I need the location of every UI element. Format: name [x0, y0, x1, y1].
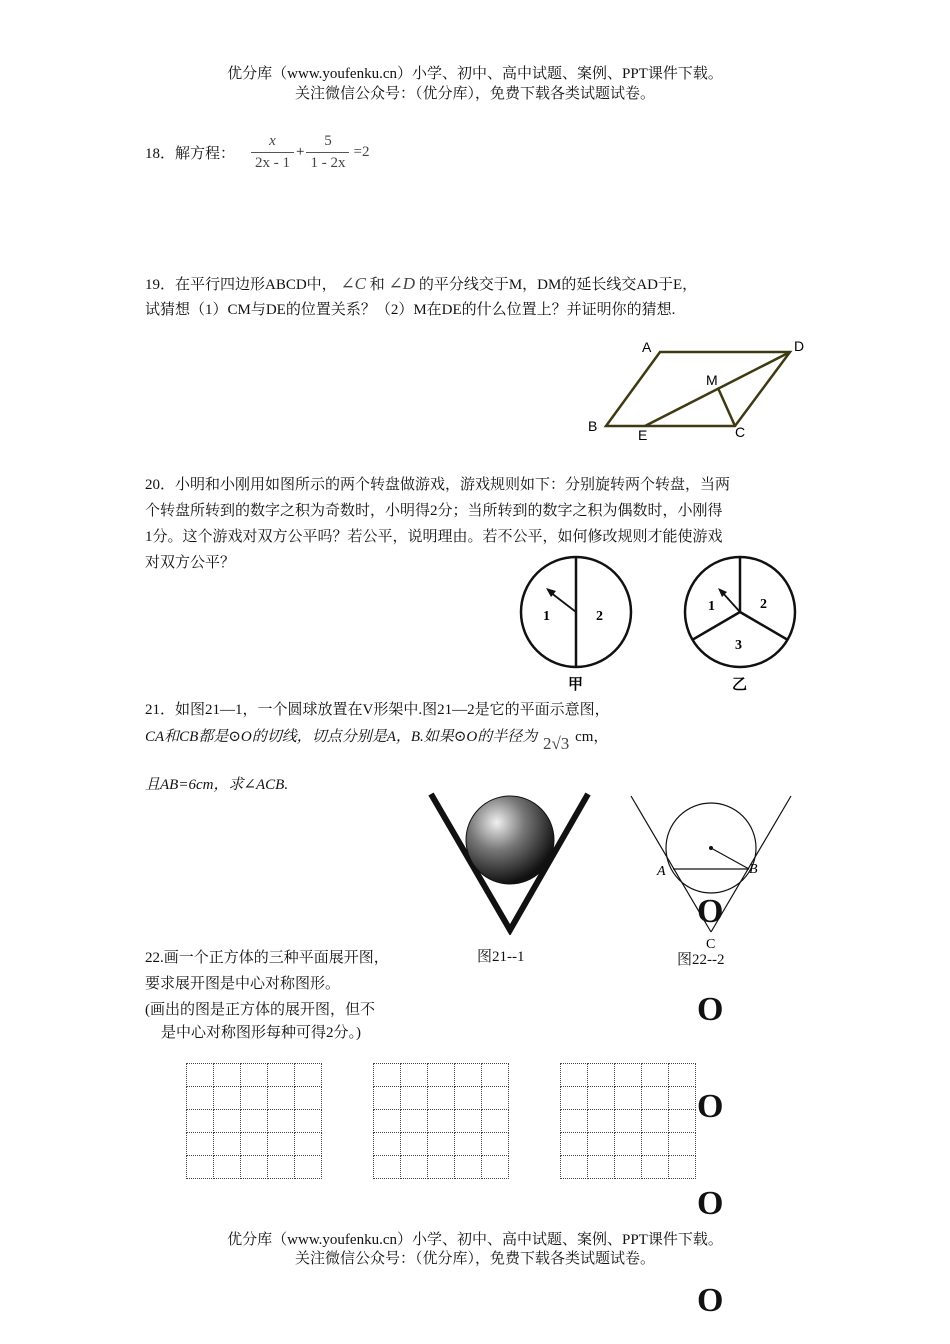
- question-18: [145, 128, 369, 176]
- label-m: M: [706, 372, 718, 388]
- q22-line-2: 要求展开图是中心对称图形。: [145, 976, 341, 992]
- footer-line-2: 关注微信公众号：（优分库），免费下载各类试题试卷。: [294, 1251, 655, 1267]
- q21-line-2: [145, 723, 609, 753]
- q22-line-3: (画出的图是正方体的展开图，但不: [145, 1002, 375, 1018]
- header-line-2: 关注微信公众号：（优分库），免费下载各类试题试卷。: [294, 86, 655, 102]
- q20-line-1: 20．小明和小刚用如图所示的两个转盘做游戏，游戏规则如下：分别旋转两个转盘，当两: [145, 477, 731, 493]
- q18-fraction-2: [306, 133, 349, 172]
- label-a: A: [657, 864, 666, 879]
- q19-line-2: 试猜想（1）CM与DE的位置关系？（2）M在DE的什么位置上？并证明你的猜想.: [145, 302, 676, 318]
- q21-text-b: cm，: [575, 729, 609, 745]
- parallelogram-figure: [580, 330, 820, 450]
- fig21-1-caption: 图21--1: [477, 949, 525, 965]
- q18-frac1-numerator: x: [251, 133, 294, 153]
- label-c: C: [706, 937, 716, 952]
- q21-line-1: 21．如图21—1，一个圆球放置在V形架中.图21—2是它的平面示意图，: [145, 702, 610, 718]
- drawing-grid-2[interactable]: [373, 1063, 509, 1179]
- stray-o-3: O: [697, 1185, 724, 1222]
- q21-text-a: CA和CB都是⊙O的切线，切点分别是A，B.如果⊙O的半径为: [145, 729, 538, 745]
- label-a: A: [642, 339, 652, 355]
- q20-line-3: 1分。这个游戏对双方公平吗？若公平，说明理由。若不公平，如何修改规则才能使游戏: [145, 529, 723, 545]
- spinner1-number-2: 2: [596, 609, 603, 624]
- q22-line-1: 22.画一个正方体的三种平面展开图，: [145, 950, 389, 966]
- grid-table: [373, 1063, 509, 1179]
- radius-ob: [711, 848, 749, 869]
- stray-o-2: O: [697, 1088, 724, 1125]
- fig22-2-caption: 图22--2: [677, 952, 725, 968]
- spinner1-caption: 甲: [568, 677, 584, 693]
- q20-line-2: 个转盘所转到的数字之积为奇数时，小明得2分；当所转到的数字之积为偶数时，小刚得: [145, 503, 723, 519]
- label-o-big: O: [697, 893, 724, 930]
- q18-rhs: =2: [353, 143, 370, 160]
- parallelogram-abcd: [606, 352, 790, 426]
- spinner-yi: [685, 557, 795, 693]
- header-line-1: 优分库（www.youfenku.cn）小学、初中、高中试题、案例、PPT课件下载。: [227, 66, 723, 82]
- q18-frac1-denominator: 2x - 1: [255, 154, 291, 171]
- label-e: E: [638, 427, 648, 443]
- q19-text-b: 的平分线交于M，DM的延长线交AD于E，: [418, 277, 698, 293]
- footer-line-1: 优分库（www.youfenku.cn）小学、初中、高中试题、案例、PPT课件下载。: [227, 1232, 723, 1248]
- spinner2-number-3: 3: [735, 638, 742, 653]
- grid-table: [560, 1063, 696, 1179]
- q19-text-a: 19．在平行四边形ABCD中，: [145, 277, 337, 293]
- label-b: B: [588, 418, 598, 434]
- q22-line-4: 是中心对称图形每种可得2分。): [161, 1025, 361, 1041]
- q18-label: 18．解方程：: [145, 145, 236, 162]
- q18-fraction-1: [251, 133, 294, 172]
- q21-line-3: 且AB=6cm，求∠ACB.: [145, 777, 289, 793]
- q19-and: 和: [369, 277, 385, 293]
- q20-line-4: 对双方公平？: [145, 555, 236, 571]
- q19-angle-c: ∠C: [340, 274, 367, 293]
- q19-line-1: [145, 271, 697, 298]
- drawing-grid-1[interactable]: [186, 1063, 322, 1179]
- grid-table: [186, 1063, 322, 1179]
- spinner2-number-2: 2: [760, 597, 767, 612]
- spinner2-caption: 乙: [732, 677, 748, 693]
- spinner-jia: [521, 557, 631, 693]
- segment-cm: [718, 388, 735, 426]
- label-c: C: [735, 424, 746, 440]
- label-d: D: [794, 338, 805, 354]
- spinner2-number-1: 1: [708, 599, 715, 614]
- stray-o-4: O: [697, 1282, 724, 1319]
- v-frame-ball-figure: [425, 790, 595, 935]
- q18-plus: +: [296, 143, 305, 160]
- spinner1-number-1: 1: [543, 609, 550, 624]
- drawing-grid-3[interactable]: [560, 1063, 696, 1179]
- q21-radius: 2√3: [542, 734, 570, 753]
- label-b: B: [749, 862, 758, 877]
- q18-frac2-denominator: 1 - 2x: [310, 154, 346, 171]
- ball: [466, 796, 554, 884]
- q18-frac2-numerator: 5: [306, 133, 349, 153]
- spinners-figure: [510, 552, 810, 697]
- stray-o-1: O: [697, 991, 724, 1028]
- q19-angle-d: ∠D: [388, 274, 416, 293]
